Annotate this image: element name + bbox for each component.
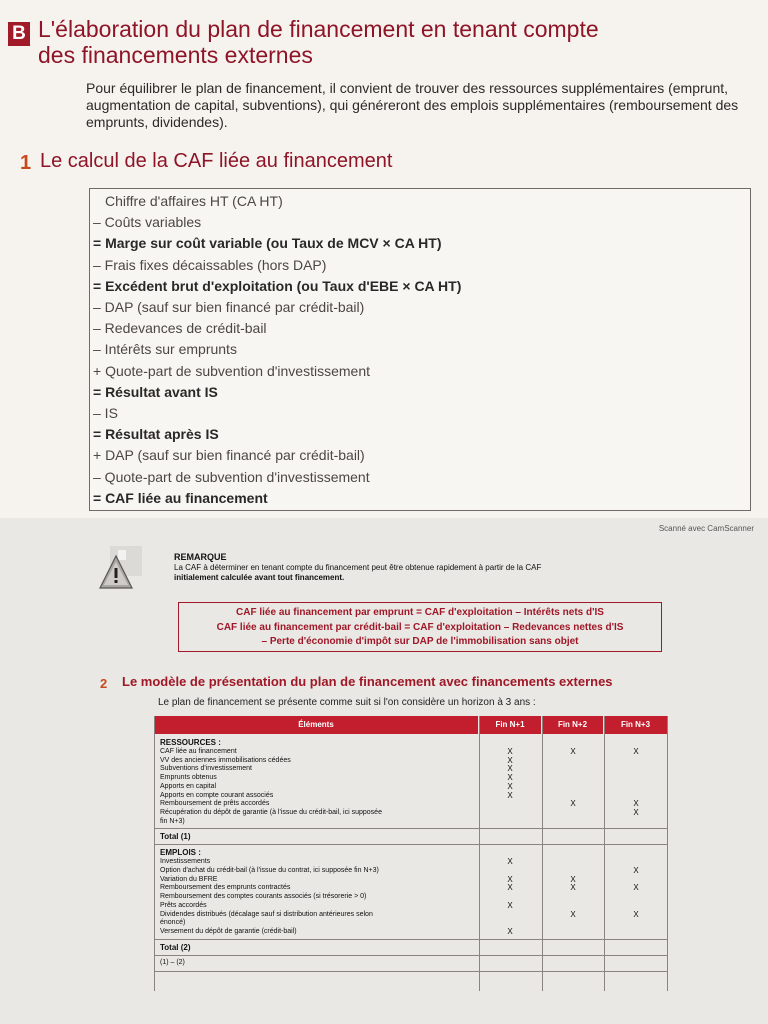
remarque-title: REMARQUE bbox=[174, 552, 227, 562]
formula-box bbox=[178, 602, 662, 652]
formula-emprunt: CAF liée au financement par emprunt = CAF d'exploitation – Intérêts nets d'IS bbox=[236, 607, 604, 618]
subsection-2-intro: Le plan de financement se présente comme suit si l'on considère un horizon à 3 ans : bbox=[158, 697, 536, 708]
mark-x: X bbox=[507, 926, 513, 936]
formula-credit-bail-cont: – Perte d'économie d'impôt sur DAP de l'immobilisation sans objet bbox=[261, 636, 579, 647]
subsection-2-number: 2 bbox=[100, 676, 108, 691]
mark-x: X bbox=[507, 747, 513, 756]
caf-line: + Quote-part de subvention d'investissement bbox=[93, 362, 370, 379]
ressource-row-label: CAF liée au financement bbox=[160, 748, 237, 755]
emploi-row-label: Option d'achat du crédit-bail (à l'issue du contrat, ici supposée fin N+3) bbox=[160, 867, 379, 874]
ressource-row-label: Apports en compte courant associés bbox=[160, 791, 274, 799]
mark-x: X bbox=[633, 747, 639, 756]
caf-line: – Frais fixes décaissables (hors DAP) bbox=[93, 256, 327, 273]
table-header-year: Fin N+2 bbox=[542, 716, 603, 734]
subsection-2-title: Le modèle de présentation du plan de financement avec financements externes bbox=[122, 674, 613, 689]
caf-line: – Coûts variables bbox=[93, 214, 202, 231]
ressource-row-label: fin N+3) bbox=[160, 817, 185, 825]
mark-x: X bbox=[507, 790, 513, 800]
mark-x: X bbox=[633, 807, 639, 817]
mark-x: X bbox=[570, 909, 576, 919]
caf-line: – Quote-part de subvention d'investissement bbox=[93, 468, 370, 485]
total-2-label: Total (2) bbox=[160, 942, 191, 952]
subsection-1-title: Le calcul de la CAF liée au financement bbox=[40, 150, 393, 172]
ressource-row-label: VV des anciennes immobilisations cédées bbox=[160, 756, 291, 764]
warning-icon bbox=[82, 544, 144, 592]
mark-x: X bbox=[507, 883, 513, 893]
mark-x: X bbox=[570, 883, 576, 893]
emploi-row-label: Versement du dépôt de garantie (crédit-bail) bbox=[160, 927, 297, 935]
ressource-row-label: Récupération du dépôt de garantie (à l'issue du crédit-bail, ici supposée bbox=[160, 808, 382, 816]
emploi-row-label: Dividendes distribués (décalage sauf si distribution antérieures selon bbox=[160, 910, 373, 918]
mark-x: X bbox=[633, 909, 639, 919]
column-divider bbox=[667, 716, 668, 991]
scanner-watermark: Scanné avec CamScanner bbox=[658, 524, 754, 533]
section-title-line2: des financements externes bbox=[38, 42, 313, 68]
ressource-row-label: Remboursement de prêts accordés bbox=[160, 800, 270, 808]
mark-x: X bbox=[633, 866, 639, 875]
ressource-row-label: Subventions d'investissement bbox=[160, 765, 252, 773]
section-title-line1: L'élaboration du plan de financement en tenant compte bbox=[38, 16, 599, 42]
mark-x: X bbox=[633, 883, 639, 893]
plan-financement-table bbox=[154, 716, 668, 1024]
emploi-row-label: Remboursement des comptes courants associés (si trésorerie > 0) bbox=[160, 893, 367, 901]
caf-line: – DAP (sauf sur bien financé par crédit-bail) bbox=[93, 299, 365, 315]
caf-line: = Résultat avant IS bbox=[93, 383, 218, 400]
row-divider bbox=[154, 955, 668, 956]
ressources-title: RESSOURCES : bbox=[160, 738, 221, 747]
section-badge: B bbox=[8, 22, 30, 46]
section-intro bbox=[86, 80, 762, 131]
mark-x: X bbox=[507, 874, 513, 884]
row-divider bbox=[154, 828, 668, 829]
ressource-row-label: Apports en capital bbox=[160, 782, 217, 790]
remarque-text bbox=[174, 563, 664, 583]
formula-credit-bail: CAF liée au financement par crédit-bail = CAF d'exploitation – Redevances nettes d'IS bbox=[216, 622, 624, 633]
mark-x: X bbox=[507, 857, 513, 867]
remarque-line2: initialement calculée avant tout financement. bbox=[174, 573, 345, 582]
difference-label: (1) – (2) bbox=[160, 958, 185, 966]
caf-line: – Redevances de crédit-bail bbox=[93, 320, 267, 337]
emploi-row-label: Remboursement des emprunts contractés bbox=[160, 884, 291, 892]
section-title bbox=[38, 16, 758, 68]
mark-x: X bbox=[570, 747, 576, 756]
emploi-row-label: énoncé) bbox=[160, 919, 186, 927]
table-header-year: Fin N+3 bbox=[604, 716, 667, 734]
mark-x: X bbox=[507, 773, 513, 783]
mark-x: X bbox=[570, 799, 576, 809]
caf-line: = CAF liée au financement bbox=[93, 489, 268, 506]
remarque-line1: La CAF à déterminer en tenant compte du financement peut être obtenue rapidement à partir de la CAF bbox=[174, 563, 542, 572]
ressource-row-label: Emprunts obtenus bbox=[160, 774, 217, 782]
caf-line: = Excédent brut d'exploitation (ou Taux d'EBE × CA HT) bbox=[93, 277, 462, 294]
row-divider bbox=[154, 971, 668, 972]
intro-line2: augmentation de capital, subventions), qui généreront des emplois supplémentaires (remboursement des bbox=[86, 97, 739, 113]
caf-line: = Marge sur coût variable (ou Taux de MCV × CA HT) bbox=[93, 235, 442, 252]
mark-x: X bbox=[507, 764, 513, 774]
mark-x: X bbox=[507, 781, 513, 791]
total-1-label: Total (1) bbox=[160, 832, 191, 842]
mark-x: X bbox=[507, 755, 513, 765]
column-divider bbox=[154, 716, 155, 991]
emplois-title: EMPLOIS : bbox=[160, 848, 201, 858]
mark-x: X bbox=[570, 874, 576, 884]
column-divider bbox=[604, 716, 605, 991]
caf-line: + DAP (sauf sur bien financé par crédit-bail) bbox=[93, 447, 365, 464]
emploi-row-label: Variation du BFRE bbox=[160, 875, 218, 883]
mark-x: X bbox=[507, 900, 513, 910]
intro-line1: Pour équilibrer le plan de financement, il convient de trouver des ressources supplémentaires (emprunt, bbox=[86, 80, 729, 96]
caf-line: = Résultat après IS bbox=[93, 426, 219, 443]
row-divider bbox=[154, 939, 668, 940]
caf-calculation-box bbox=[89, 188, 751, 511]
emploi-row-label: Prêts accordés bbox=[160, 901, 207, 909]
table-header-elements: Éléments bbox=[154, 716, 478, 734]
subsection-1-number: 1 bbox=[20, 152, 32, 174]
caf-line: – Intérêts sur emprunts bbox=[93, 341, 237, 358]
intro-line3: emprunts, dividendes). bbox=[86, 114, 228, 130]
mark-x: X bbox=[633, 799, 639, 809]
column-divider bbox=[479, 716, 480, 991]
caf-line: – IS bbox=[93, 405, 118, 421]
emploi-row-label: Investissements bbox=[160, 858, 211, 866]
table-header-year: Fin N+1 bbox=[479, 716, 541, 734]
column-divider bbox=[542, 716, 543, 991]
caf-line: Chiffre d'affaires HT (CA HT) bbox=[105, 193, 283, 209]
row-divider bbox=[154, 844, 668, 845]
